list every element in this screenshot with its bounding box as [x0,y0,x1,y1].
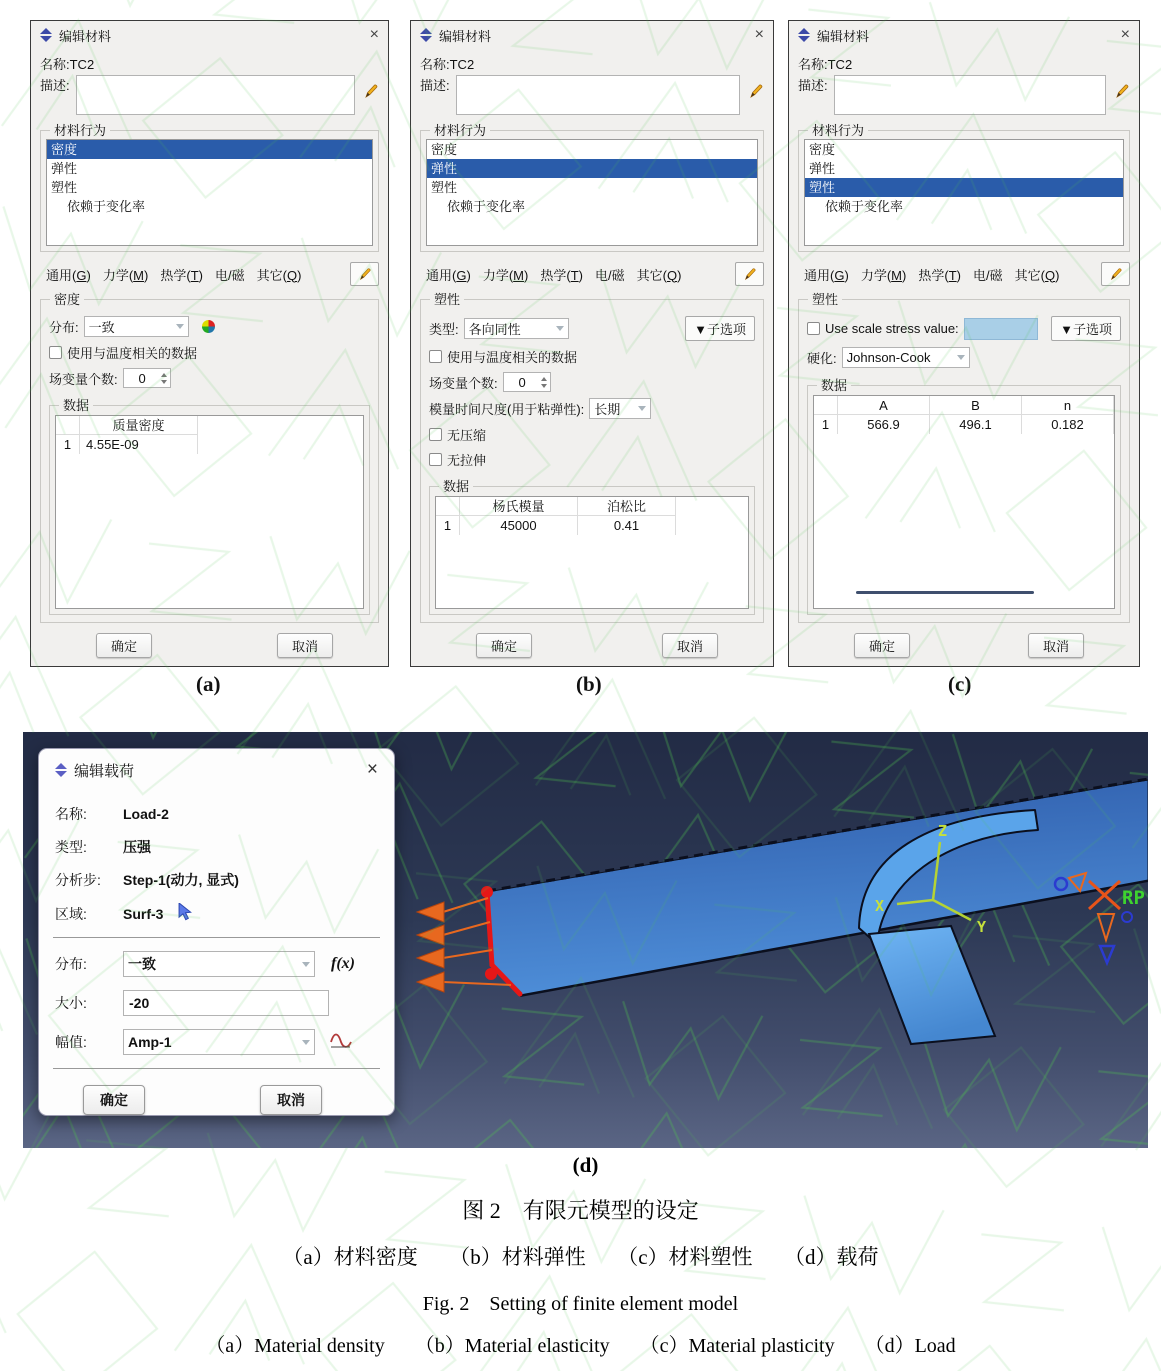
ok-button[interactable]: 确定 [854,633,910,658]
material-behaviors-group [40,123,379,252]
behavior-item-density[interactable]: 密度 [431,142,458,157]
distribution-select[interactable]: 一致 [123,951,315,977]
figure-caption-cn: 图 2 有限元模型的设定 [462,1198,699,1223]
suboptions-button[interactable]: ▼子选项 [685,316,755,341]
data-group-title: 数据 [59,398,93,413]
chevron-down-icon [302,962,310,967]
abaqus-app-icon [798,28,810,42]
behavior-item-rate-dependent[interactable]: 依赖于变化率 [447,199,526,214]
axis-x-label: X [875,897,885,915]
magnitude-input[interactable]: -20 [123,990,329,1016]
material-behaviors-group [798,123,1130,252]
menu-mechanical[interactable]: 力学(M) [482,267,529,283]
dialog-title: 编辑材料 [439,28,492,44]
delete-behavior-button[interactable] [350,262,379,286]
magnitude-label: 大小: [55,995,87,1011]
analysis-step-value: Step-1(动力, 显式) [123,872,239,888]
close-icon[interactable]: × [754,26,764,43]
menu-thermal[interactable]: 热学(T) [540,267,583,283]
panel-label-c: (c) [948,672,972,696]
behavior-item-elastic[interactable]: 弹性 [809,161,836,176]
chevron-down-icon [957,355,965,360]
type-label: 类型: [429,322,459,337]
material-menubar [40,262,379,286]
behavior-item-elastic[interactable]: 弹性 [51,161,78,176]
behavior-item-plastic[interactable]: 塑性 [51,180,78,195]
menu-general[interactable]: 通用(G) [426,267,471,283]
divider [53,1068,380,1069]
temperature-data-label: 使用与温度相关的数据 [67,346,198,361]
fx-label: f(x) [331,955,355,972]
field-variables-stepper[interactable]: 0 [503,372,551,392]
temperature-data-checkbox[interactable] [429,350,442,363]
description-label: 描述: [420,78,450,93]
panel-label-d: (d) [572,1153,599,1177]
data-group [429,479,755,615]
dialog-titlebar[interactable] [789,21,1139,49]
divider [53,937,380,938]
distribution-label: 分布: [49,320,79,335]
ok-button[interactable]: 确定 [476,633,532,658]
description-label: 描述: [40,78,70,93]
material-behaviors-group [420,123,764,252]
load-type-value: 压强 [123,839,151,855]
behavior-item-plastic[interactable]: 塑性 [431,180,458,195]
suboptions-button[interactable]: ▼子选项 [1051,316,1121,341]
chevron-down-icon [302,1040,310,1045]
material-name: 名称:TC2 [420,57,475,72]
temperature-data-checkbox[interactable] [49,346,62,359]
material-name: 名称:TC2 [40,57,95,72]
hardening-label: 硬化: [807,351,837,366]
cancel-button[interactable]: 取消 [662,633,718,658]
subfigure-captions-en: （a）Material density （b）Material elasticity （c）Material plasticity （d）Load [205,1335,956,1357]
panel-label-b: (b) [576,672,602,696]
chevron-down-icon [556,326,564,331]
cell-n[interactable]: 0.182 [1022,415,1114,434]
edit-material-dialog-a [30,20,389,667]
cancel-button[interactable]: 取消 [1028,633,1084,658]
use-scale-stress-label: Use scale stress value: [825,321,959,336]
chevron-down-icon [176,324,184,329]
menu-general[interactable]: 通用(G) [804,267,849,283]
cell-poisson-ratio[interactable]: 0.41 [578,516,676,535]
figure-caption-en: Fig. 2 Setting of finite element model [422,1293,739,1315]
type-select[interactable]: 各向同性 [464,318,569,339]
load-name-value: Load-2 [123,806,169,822]
abaqus-app-icon [40,28,52,42]
menu-other[interactable]: 其它(Q) [256,267,302,283]
load-type-label: 类型: [55,839,87,855]
description-input[interactable] [76,75,355,115]
spinner-up-icon[interactable] [161,373,167,377]
edit-pencil-icon[interactable] [1114,83,1130,102]
no-compression-label: 无压缩 [447,428,487,443]
spinner-down-icon[interactable] [161,380,167,384]
description-input[interactable] [456,75,740,115]
col-A: A [838,396,930,415]
menu-other[interactable]: 其它(Q) [1014,267,1060,283]
field-variables-label: 场变量个数: [429,375,498,391]
col-mass-density: 质量密度 [80,416,198,435]
menu-other[interactable]: 其它(Q) [636,267,682,283]
panel-label-a: (a) [196,672,221,696]
menu-electromagnetic[interactable]: 电/磁 [972,267,1003,283]
spinner-up-icon[interactable] [541,377,547,381]
spinner-down-icon[interactable] [541,384,547,388]
edit-material-dialog-c [788,20,1140,667]
material-name: 名称:TC2 [798,57,853,72]
behavior-item-rate-dependent[interactable]: 依赖于变化率 [825,199,904,214]
analysis-step-label: 分析步: [55,872,101,888]
moduli-timescale-select[interactable]: 长期 [589,398,651,419]
plastic-data-table [813,395,1115,609]
dialog-titlebar[interactable] [55,749,378,791]
color-wheel-icon[interactable] [202,320,215,333]
abaqus-app-icon [55,763,67,777]
close-icon[interactable]: × [366,759,378,780]
behavior-item-rate-dependent[interactable]: 依赖于变化率 [67,199,146,214]
close-icon[interactable]: × [369,26,379,43]
dialog-titlebar[interactable] [31,21,388,49]
menu-general[interactable]: 通用(G) [46,267,91,283]
description-input[interactable] [834,75,1106,115]
use-scale-stress-checkbox[interactable] [807,322,820,335]
density-data-table [55,415,364,609]
ok-button[interactable]: 确定 [96,633,152,658]
density-section [40,292,379,623]
data-group [49,398,370,615]
data-group [807,378,1121,615]
temperature-data-label: 使用与温度相关的数据 [447,350,578,365]
section-title: 密度 [50,292,84,307]
edit-material-dialog-b [410,20,774,667]
table-row: 1 4.55E-09 [56,435,363,454]
col-n: n [1022,396,1114,415]
horizontal-scrollbar[interactable] [856,591,1034,594]
edit-pencil-icon[interactable] [363,83,379,102]
field-variables-stepper[interactable]: 0 [123,368,171,388]
menu-mechanical[interactable]: 力学(M) [860,267,907,283]
cell-A[interactable]: 566.9 [838,415,930,434]
table-row: 1 45000 0.41 [436,516,748,535]
menu-thermal[interactable]: 热学(T) [918,267,961,283]
delete-behavior-button[interactable] [735,262,764,286]
section-title: 塑性 [430,292,464,307]
region-value: Surf-3 [123,905,164,922]
data-group-title: 数据 [439,479,473,494]
axis-y-label: Y [977,918,987,936]
table-row: 1 566.9 496.1 0.182 [814,415,1114,434]
region-label: 区域: [55,905,87,922]
col-youngs-modulus: 杨氏模量 [460,497,578,516]
description-label: 描述: [798,78,828,93]
no-tension-label: 无拉伸 [447,453,487,468]
material-menubar [420,262,764,286]
section-title: 塑性 [808,292,842,307]
behaviors-group-title: 材料行为 [50,123,110,138]
elastic-data-table [435,496,749,609]
behaviors-list [426,139,758,246]
menu-electromagnetic[interactable]: 电/磁 [214,267,245,283]
menu-electromagnetic[interactable]: 电/磁 [594,267,625,283]
data-group-title: 数据 [817,378,851,393]
cell-B[interactable]: 496.1 [930,415,1022,434]
no-compression-checkbox[interactable] [429,428,442,441]
edit-pencil-icon[interactable] [748,83,764,102]
dialog-title: 编辑材料 [817,28,870,44]
col-B: B [930,396,1022,415]
load-name-label: 名称: [55,806,87,822]
plasticity-section [798,292,1130,623]
close-icon[interactable]: × [1120,26,1130,43]
abaqus-app-icon [420,28,432,42]
menu-thermal[interactable]: 热学(T) [160,267,203,283]
chevron-down-icon [638,406,646,411]
menu-mechanical[interactable]: 力学(M) [102,267,149,283]
select-region-cursor-icon[interactable] [177,903,194,924]
cell-mass-density[interactable]: 4.55E-09 [80,435,198,454]
no-tension-checkbox[interactable] [429,453,442,466]
scale-stress-value-field[interactable] [964,318,1038,340]
field-variables-label: 场变量个数: [49,371,118,387]
amplitude-label: 幅值: [55,1034,87,1050]
cancel-button[interactable]: 取消 [260,1085,322,1115]
delete-behavior-button[interactable] [1101,262,1130,286]
behavior-item-density[interactable]: 密度 [47,140,372,159]
dialog-title: 编辑载荷 [74,762,135,780]
dialog-title: 编辑材料 [59,28,112,44]
axis-z-label: Z [938,822,948,840]
ok-button[interactable]: 确定 [83,1085,145,1115]
behaviors-group-title: 材料行为 [808,123,868,138]
cell-youngs-modulus[interactable]: 45000 [460,516,578,535]
rp-label: RP [1122,887,1145,909]
behaviors-list [46,139,373,246]
behaviors-list [804,139,1124,246]
behavior-item-elastic[interactable]: 弹性 [427,159,757,178]
cancel-button[interactable]: 取消 [277,633,333,658]
elasticity-section [420,292,764,623]
col-poisson-ratio: 泊松比 [578,497,676,516]
edit-load-dialog [38,748,395,1116]
amplitude-select[interactable]: Amp-1 [123,1029,315,1055]
dialog-titlebar[interactable] [411,21,773,49]
behavior-item-density[interactable]: 密度 [809,142,836,157]
material-menubar [798,262,1130,286]
behaviors-group-title: 材料行为 [430,123,490,138]
behavior-item-plastic[interactable]: 塑性 [805,178,1123,197]
hardening-select[interactable]: Johnson-Cook [842,347,970,368]
subfigure-captions-cn: （a）材料密度 （b）材料弹性 （c）材料塑性 （d）载荷 [282,1245,879,1269]
distribution-label: 分布: [55,956,87,972]
distribution-select[interactable]: 一致 [84,316,189,337]
amplitude-curve-icon [329,1031,353,1054]
moduli-timescale-label: 模量时间尺度(用于粘弹性): [429,402,585,417]
